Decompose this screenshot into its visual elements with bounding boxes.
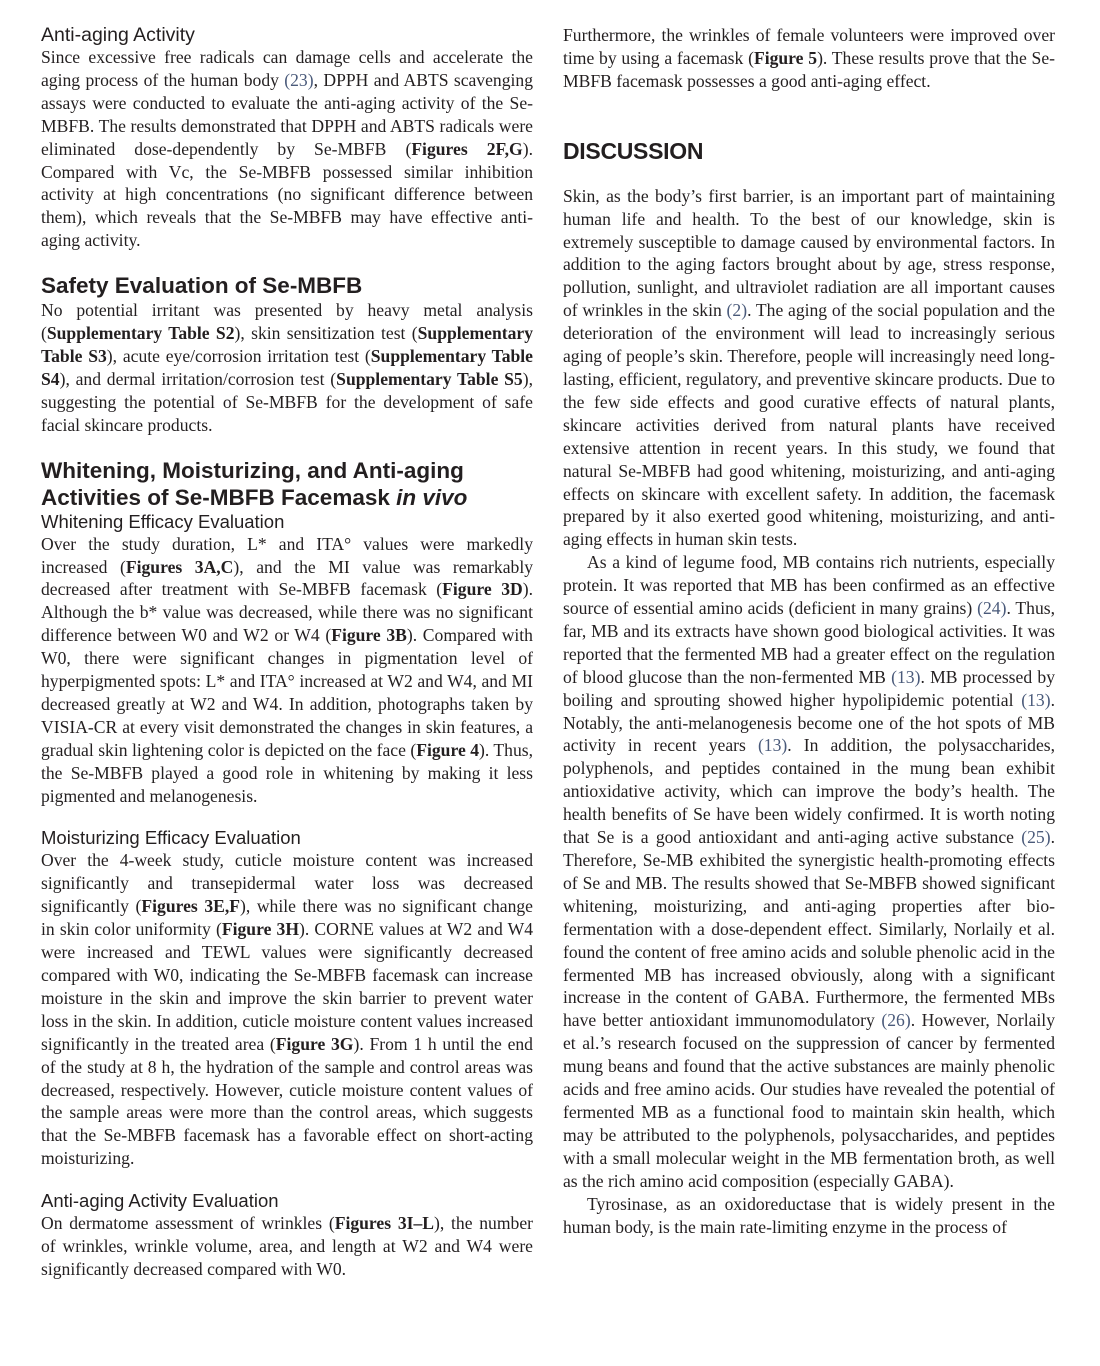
section-heading-anti-aging-activity: Anti-aging Activity bbox=[41, 24, 195, 46]
section-heading-whitening-moisturizing-anti-aging: Whitening, Moisturizing, and Anti-aging Activities of Se-MBFB Facemask in vivo bbox=[41, 457, 468, 510]
section-heading-discussion: DISCUSSION bbox=[563, 137, 704, 164]
table-reference[interactable]: Supplementary Table S5 bbox=[336, 368, 523, 389]
figure-reference[interactable]: Figure 3B bbox=[331, 625, 407, 646]
left-column bbox=[41, 24, 533, 1281]
paragraph-whitening-efficacy: Over the study duration, L* and ITA° values were markedly increased (Figures 3A,C), and the MI value was remarkably decreased after treatment with Se-MBFB facemask (Figure 3D). Although the b* value was decreased, while there was no significant difference between W0 and W2 or W4 (Figure 3B). Compared with W0, there were significant changes in pigmentation level of hyperpigmented spots: L* and ITA° increased at W2 and W4, and MI decreased greatly at W2 and W4. In addition, photographs taken by VISIA-CR at every visit demonstrated the changes in skin features, a gradual skin lightening color is depicted on the face (Figure 4). Thus, the Se-MBFB played a good role in whitening by making it less pigmented and melanogenesis. bbox=[41, 533, 534, 806]
right-column bbox=[563, 24, 1055, 1238]
table-reference[interactable]: Supplementary Table S2 bbox=[46, 323, 235, 344]
table-reference[interactable]: Supplementary Table S4 bbox=[41, 345, 533, 389]
paragraph-anti-aging-evaluation: On dermatome assessment of wrinkles (Figures 3I–L), the number of wrinkles, wrinkle volume, area, and length at W2 and W4 were significantly decreased compared with W0. bbox=[41, 1213, 534, 1279]
figure-reference[interactable]: Figures 2F,G bbox=[411, 138, 523, 159]
citation-link[interactable]: (13) bbox=[757, 735, 788, 756]
paragraph-discussion-1: Skin, as the body’s first barrier, is an important part of maintaining human life and health. To the best of our knowledge, skin is extremely susceptible to damage caused by environmental factors. In addition to the aging factors brought about by age, stress response, pollution, sunlight, and ultraviolet radiation are all important causes of wrinkles in the skin (2). The aging of the social population and the deterioration of the environment will lead to increasingly serious aging of people’s skin. Therefore, people will increasingly need long-lasting, efficient, regulatory, and preventive skincare products. Due to the few side effects and good curative effects of natural plants, skincare activities derived from natural plants have received extensive attention in recent years. In this study, we found that natural Se-MBFB had good whitening, moisturizing, and anti-aging effects on skincare with excellent safety. In addition, the facemask prepared by it also exerted good whitening, moisturizing, and anti-aging effects in human skin tests. bbox=[563, 185, 1055, 550]
paragraph-anti-aging-continued: Furthermore, the wrinkles of female volunteers were improved over time by using a facemask (Figure 5). These results prove that the Se-MBFB facemask possesses a good anti-aging effect. bbox=[563, 25, 1055, 91]
figure-reference[interactable]: Figure 4 bbox=[416, 739, 480, 760]
citation-link[interactable]: (2) bbox=[726, 300, 748, 321]
paragraph-anti-aging-activity: Since excessive free radicals can damage cells and accelerate the aging process of the human body (23), DPPH and ABTS scavenging assays were conducted to evaluate the anti-aging activity of the Se-MBFB. The results demonstrated that DPPH and ABTS radicals were eliminated dose-dependently by Se-MBFB (Figures 2F,G). Compared with Vc, the Se-MBFB possessed similar inhibition activity at high concentrations (no significant difference between them), which reveals that the Se-MBFB may have effective anti-aging activity. bbox=[41, 47, 533, 251]
subsection-heading-moisturizing-efficacy: Moisturizing Efficacy Evaluation bbox=[41, 827, 301, 849]
section-heading-safety-evaluation: Safety Evaluation of Se-MBFB bbox=[41, 273, 363, 299]
figure-reference[interactable]: Figure 5 bbox=[753, 47, 818, 68]
paragraph-safety-evaluation: No potential irritant was presented by heavy metal analysis (Supplementary Table S2), skin sensitization test (Supplementary Table S3), acute eye/corrosion irritation test (Supplementary Table S4), and dermal irritation/corrosion test (Supplementary Table S5), suggesting the potential of Se-MBFB for the development of safe facial skincare products. bbox=[41, 300, 533, 435]
subsection-heading-anti-aging-evaluation: Anti-aging Activity Evaluation bbox=[41, 1190, 279, 1212]
figure-reference[interactable]: Figure 3D bbox=[442, 579, 523, 600]
paragraph-discussion-3: Tyrosinase, as an oxidoreductase that is widely present in the human body, is the main rate-limiting enzyme in the process of bbox=[563, 1193, 1055, 1237]
citation-link[interactable]: (23) bbox=[284, 69, 314, 90]
table-reference[interactable]: Supplementary Table S3 bbox=[41, 323, 533, 366]
citation-link[interactable]: (24) bbox=[977, 598, 1007, 619]
figure-reference[interactable]: Figure 3G bbox=[275, 1033, 354, 1054]
citation-link[interactable]: (26) bbox=[881, 1010, 911, 1031]
subsection-heading-whitening-efficacy: Whitening Efficacy Evaluation bbox=[41, 510, 285, 532]
figure-reference[interactable]: Figures 3A,C bbox=[125, 556, 234, 577]
figure-reference[interactable]: Figure 3H bbox=[221, 919, 300, 940]
paragraph-discussion-2: As a kind of legume food, MB contains rich nutrients, especially protein. It was reported that MB has been confirmed as an effective source of essential amino acids (deficient in many grains) (24). Thus, far, MB and its extracts have shown good biological activities. It was reported that the fermented MB had a greater effect on the regulation of blood glucose than the non-fermented MB (13). MB processed by boiling and sprouting showed higher hypolipidemic potential (13). Notably, the anti-melanogenesis become one of the hot spots of MB activity in recent years (13). In addition, the polysaccharides, polyphenols, and peptides contained in the mung bean exhibit antioxidative activity, which can improve the body’s health. The health benefits of Se have been widely confirmed. It is worth noting that Se is a good antioxidant and anti-aging active substance (25). Therefore, Se-MB exhibited the synergistic health-promoting effects of Se and MB. The results showed that Se-MBFB showed significant whitening, moisturizing, and anti-aging properties after bio-fermentation with a dose-dependent effect. Similarly, Norlaily et al. found the content of free amino acids and soluble phenolic acid in the fermented MB has increased obviously, along with a significant increase in the content of GABA. Furthermore, the fermented MBs have better antioxidant immunomodulatory (26). However, Norlaily et al.’s research focused on the suppression of cancer by fermented mung beans and found that the active substances are mainly phenolic acids and free amino acids. Our studies have revealed the potential of fermented MB as a functional food to maintain skin health, which may be attributed to the polyphenols, polysaccharides, and peptides with a small molecular weight in the MB fermentation broth, as well as the rich amino acid composition (especially GABA). bbox=[563, 552, 1055, 1191]
citation-link[interactable]: (25) bbox=[1021, 827, 1051, 848]
citation-link[interactable]: (13) bbox=[1021, 689, 1051, 710]
paragraph-moisturizing-efficacy: Over the 4-week study, cuticle moisture content was increased significantly and transepidermal water loss was decreased significantly (Figures 3E,F), while there was no significant change in skin color uniformity (Figure 3H). CORNE values at W2 and W4 were increased and TEWL values were significantly decreased compared with W0, indicating the Se-MBFB facemask can increase moisture in the skin and improve the skin barrier to prevent water loss in the skin. In addition, cuticle moisture content values increased significantly in the treated area (Figure 3G). From 1 h until the end of the study at 8 h, the hydration of the sample and control areas was decreased, respectively. However, cuticle moisture content values of the sample areas were more than the control areas, which suggests that the Se-MBFB facemask has a favorable effect on short-acting moisturizing. bbox=[41, 850, 533, 1169]
citation-link[interactable]: (13) bbox=[891, 666, 921, 687]
figure-reference[interactable]: Figures 3I–L bbox=[334, 1213, 434, 1234]
figure-reference[interactable]: Figures 3E,F bbox=[141, 896, 241, 917]
